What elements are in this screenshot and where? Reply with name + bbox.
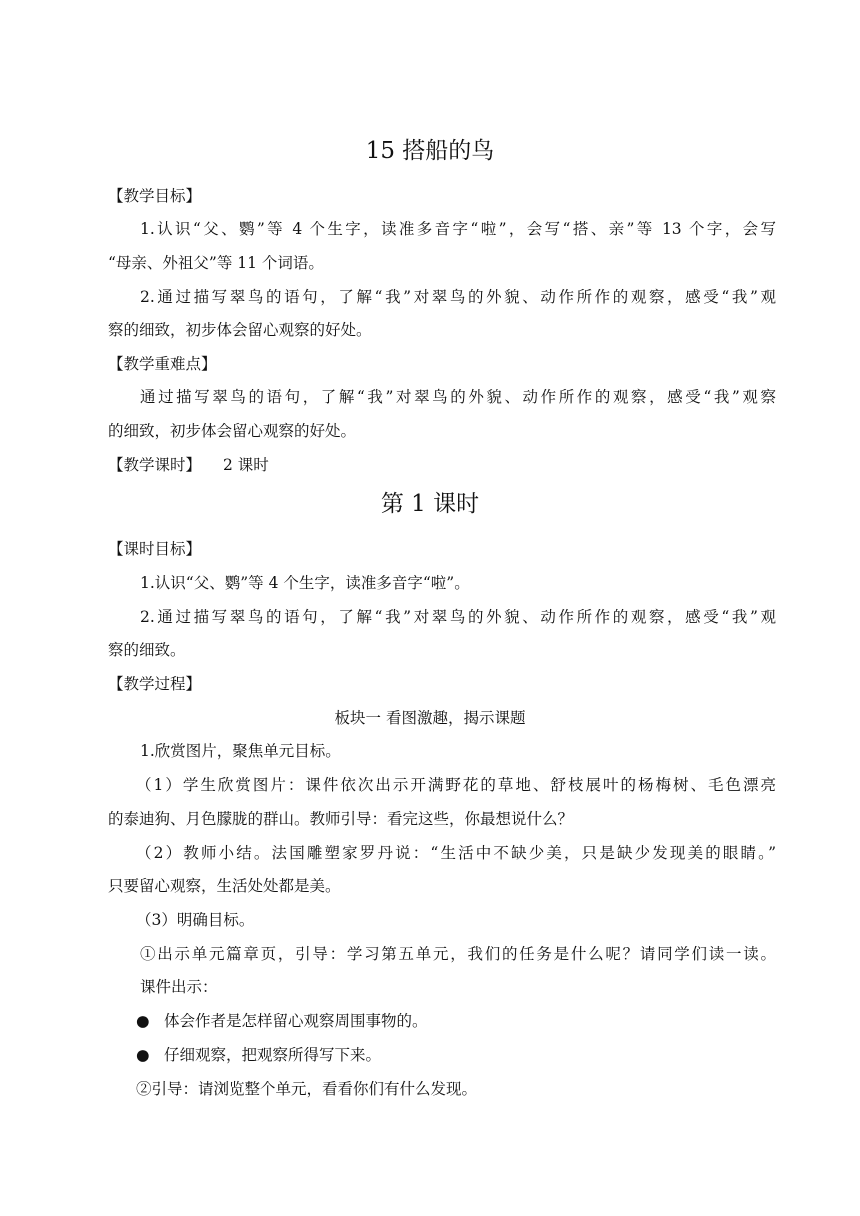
block-title: 板块一 看图激趣，揭示课题 — [334, 709, 526, 727]
teaching-goal-1-line-2: “母亲、外祖父”等 11 个词语。 — [108, 254, 324, 272]
bullet-text-1: 体会作者是怎样留心观察周围事物的。 — [164, 1012, 428, 1030]
period-goal-1: 1.认识“父、鹦”等 4 个生字，读准多音字“啦”。 — [140, 574, 470, 592]
process-step-1: 1.欣赏图片，聚焦单元目标。 — [140, 742, 341, 760]
period-title: 第 1 课时 — [380, 491, 480, 517]
process-heading: 【教学过程】 — [108, 675, 202, 693]
teaching-goals-heading: 【教学目标】 — [108, 187, 202, 205]
period-goal-2-line-2: 察的细致。 — [108, 641, 186, 659]
class-hours-value: 2 课时 — [223, 456, 269, 474]
process-sub-3: （3）明确目标。 — [136, 911, 255, 929]
key-points-heading: 【教学重难点】 — [108, 355, 217, 373]
process-sub-1-line-1: （1）学生欣赏图片：课件依次出示开满野花的草地、舒枝展叶的杨梅树、毛色漂亮 — [136, 776, 776, 794]
class-hours-row — [108, 455, 269, 475]
process-sub-2-line-2: 只要留心观察，生活处处都是美。 — [108, 877, 341, 895]
key-points-line-2: 的细致，初步体会留心观察的好处。 — [108, 422, 357, 440]
bullet-text-2: 仔细观察，把观察所得写下来。 — [164, 1046, 382, 1064]
period-goal-2-line-1: 2.通过描写翠鸟的语句，了解“我”对翠鸟的外貌、动作所作的观察，感受“我”观 — [140, 608, 776, 626]
process-item-a: ①出示单元篇章页，引导：学习第五单元，我们的任务是什么呢？请同学们读一读。 — [140, 945, 776, 963]
process-sub-1-line-2: 的泰迪狗、月色朦胧的群山。教师引导：看完这些，你最想说什么？ — [108, 810, 574, 828]
period-goals-heading: 【课时目标】 — [108, 540, 202, 558]
class-hours-heading: 【教学课时】 — [108, 456, 202, 474]
process-sub-2-line-1: （2）教师小结。法国雕塑家罗丹说：“生活中不缺少美，只是缺少发现美的眼睛。” — [136, 844, 776, 862]
bullet-item-1 — [136, 1011, 428, 1031]
teaching-goal-1-line-1: 1.认识“父、鹦”等 4 个生字，读准多音字“啦”，会写“搭、亲”等 13 个字，会写 — [140, 220, 776, 238]
process-item-b: ②引导：请浏览整个单元，看看你们有什么发现。 — [136, 1080, 478, 1098]
teaching-goal-2-line-2: 察的细致，初步体会留心观察的好处。 — [108, 321, 372, 339]
courseware-label: 课件出示： — [140, 978, 218, 996]
bullet-icon: ● — [136, 1012, 150, 1030]
bullet-item-2 — [136, 1045, 381, 1065]
lesson-title: 15 搭船的鸟 — [365, 138, 495, 164]
bullet-icon: ● — [136, 1046, 150, 1064]
key-points-line-1: 通过描写翠鸟的语句，了解“我”对翠鸟的外貌、动作所作的观察，感受“我”观察 — [140, 388, 776, 406]
teaching-goal-2-line-1: 2.通过描写翠鸟的语句，了解“我”对翠鸟的外貌、动作所作的观察，感受“我”观 — [140, 288, 776, 306]
